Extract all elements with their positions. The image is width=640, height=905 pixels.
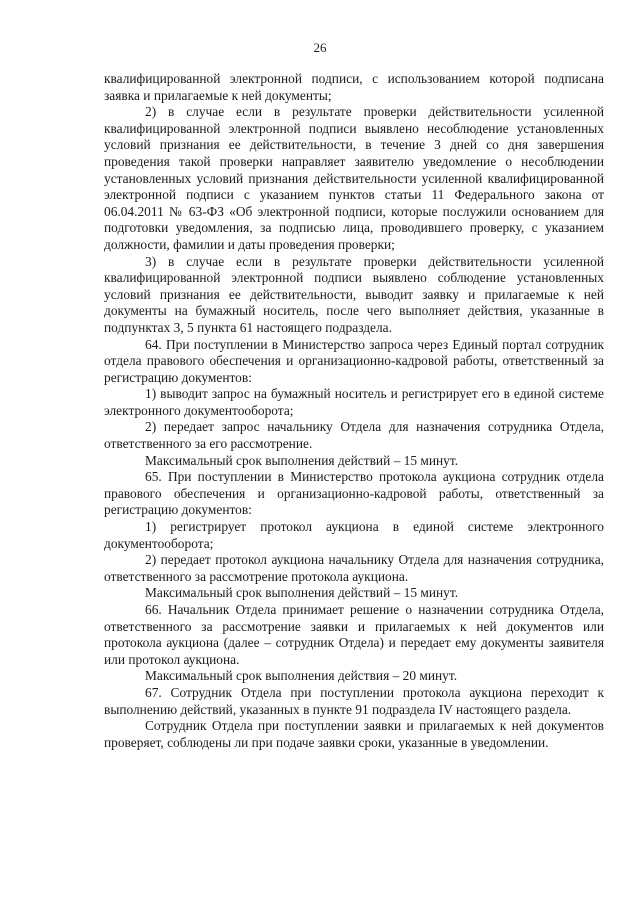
- paragraph-65-max-time: Максимальный срок выполнения действий – 15 минут.: [145, 585, 459, 601]
- paragraph-65-heading: 65. При поступлении в Министерство протокола аукциона сотрудник отдела правового обеспечения и организационно-кадровой работы, ответственный за регистрацию документов:: [104, 469, 604, 518]
- paragraph-67: 67. Сотрудник Отдела при поступлении протокола аукциона переходит к выполнению действий, указанных в пункте 91 подраздела IV настоящего раздела.: [104, 684, 604, 717]
- paragraph-item-2-invalid-signature: 2) в случае если в результате проверки действительности усиленной квалифицированной электронной подписи выявлено несоблюдение установленных условий признания ее действительности, в течение 3 дней со дня завершения проведения такой проверки направляет заявителю уведомление о несоблюдении установленных условий признания действительности усиленной квалифицированной электронной подписи с указанием пунктов статьи 11 Федерального закона от 06.04.2011 № 63-ФЗ «Об электронной подписи, которые послужили основанием для подготовки уведомления, за подписью лица, проводившего проверку, с указанием должности, фамилии и даты проведения проверки;: [104, 104, 604, 252]
- paragraph-66-max-time: Максимальный срок выполнения действия – 20 минут.: [145, 668, 458, 684]
- paragraph-64-item-2: 2) передает запрос начальнику Отдела для назначения сотрудника Отдела, ответственного за его рассмотрение.: [104, 419, 604, 452]
- paragraph-item-3-valid-signature: 3) в случае если в результате проверки действительности усиленной квалифицированной электронной подписи выявлено соблюдение установленных условий признания ее действительности, выводит заявку и прилагаемые к ней документы на бумажный носитель, после чего выполняет действия, указанные в подпунктах 3, 5 пункта 61 настоящего подраздела.: [104, 253, 604, 335]
- paragraph-64-max-time: Максимальный срок выполнения действий – 15 минут.: [145, 452, 459, 468]
- paragraph-continuation: квалифицированной электронной подписи, с использованием которой подписана заявка и прилагаемые к ней документы;: [104, 71, 604, 103]
- paragraph-65-item-1: 1) регистрирует протокол аукциона в единой системе электронного документооборота;: [104, 519, 604, 551]
- document-body: [104, 71, 604, 751]
- paragraph-67-continuation: Сотрудник Отдела при поступлении заявки и прилагаемых к ней документов проверяет, соблюдены ли при подаче заявки сроки, указанные в уведомлении.: [104, 718, 604, 750]
- page-number: 26: [313, 40, 327, 55]
- paragraph-64-item-1: 1) выводит запрос на бумажный носитель и регистрирует его в единой системе электронного документооборота;: [104, 386, 604, 418]
- paragraph-65-item-2: 2) передает протокол аукциона начальнику Отдела для назначения сотрудника, ответственного за рассмотрение протокола аукциона.: [104, 552, 604, 584]
- paragraph-64-heading: 64. При поступлении в Министерство запроса через Единый портал сотрудник отдела правового обеспечения и организационно-кадровой работы, ответственный за регистрацию документов:: [104, 336, 604, 385]
- paragraph-66: 66. Начальник Отдела принимает решение о назначении сотрудника Отдела, ответственного за рассмотрение заявки и прилагаемых к ней документов или протокола аукциона (далее – сотрудник Отдела) и передает ему документы заявителя или протокол аукциона.: [104, 602, 604, 667]
